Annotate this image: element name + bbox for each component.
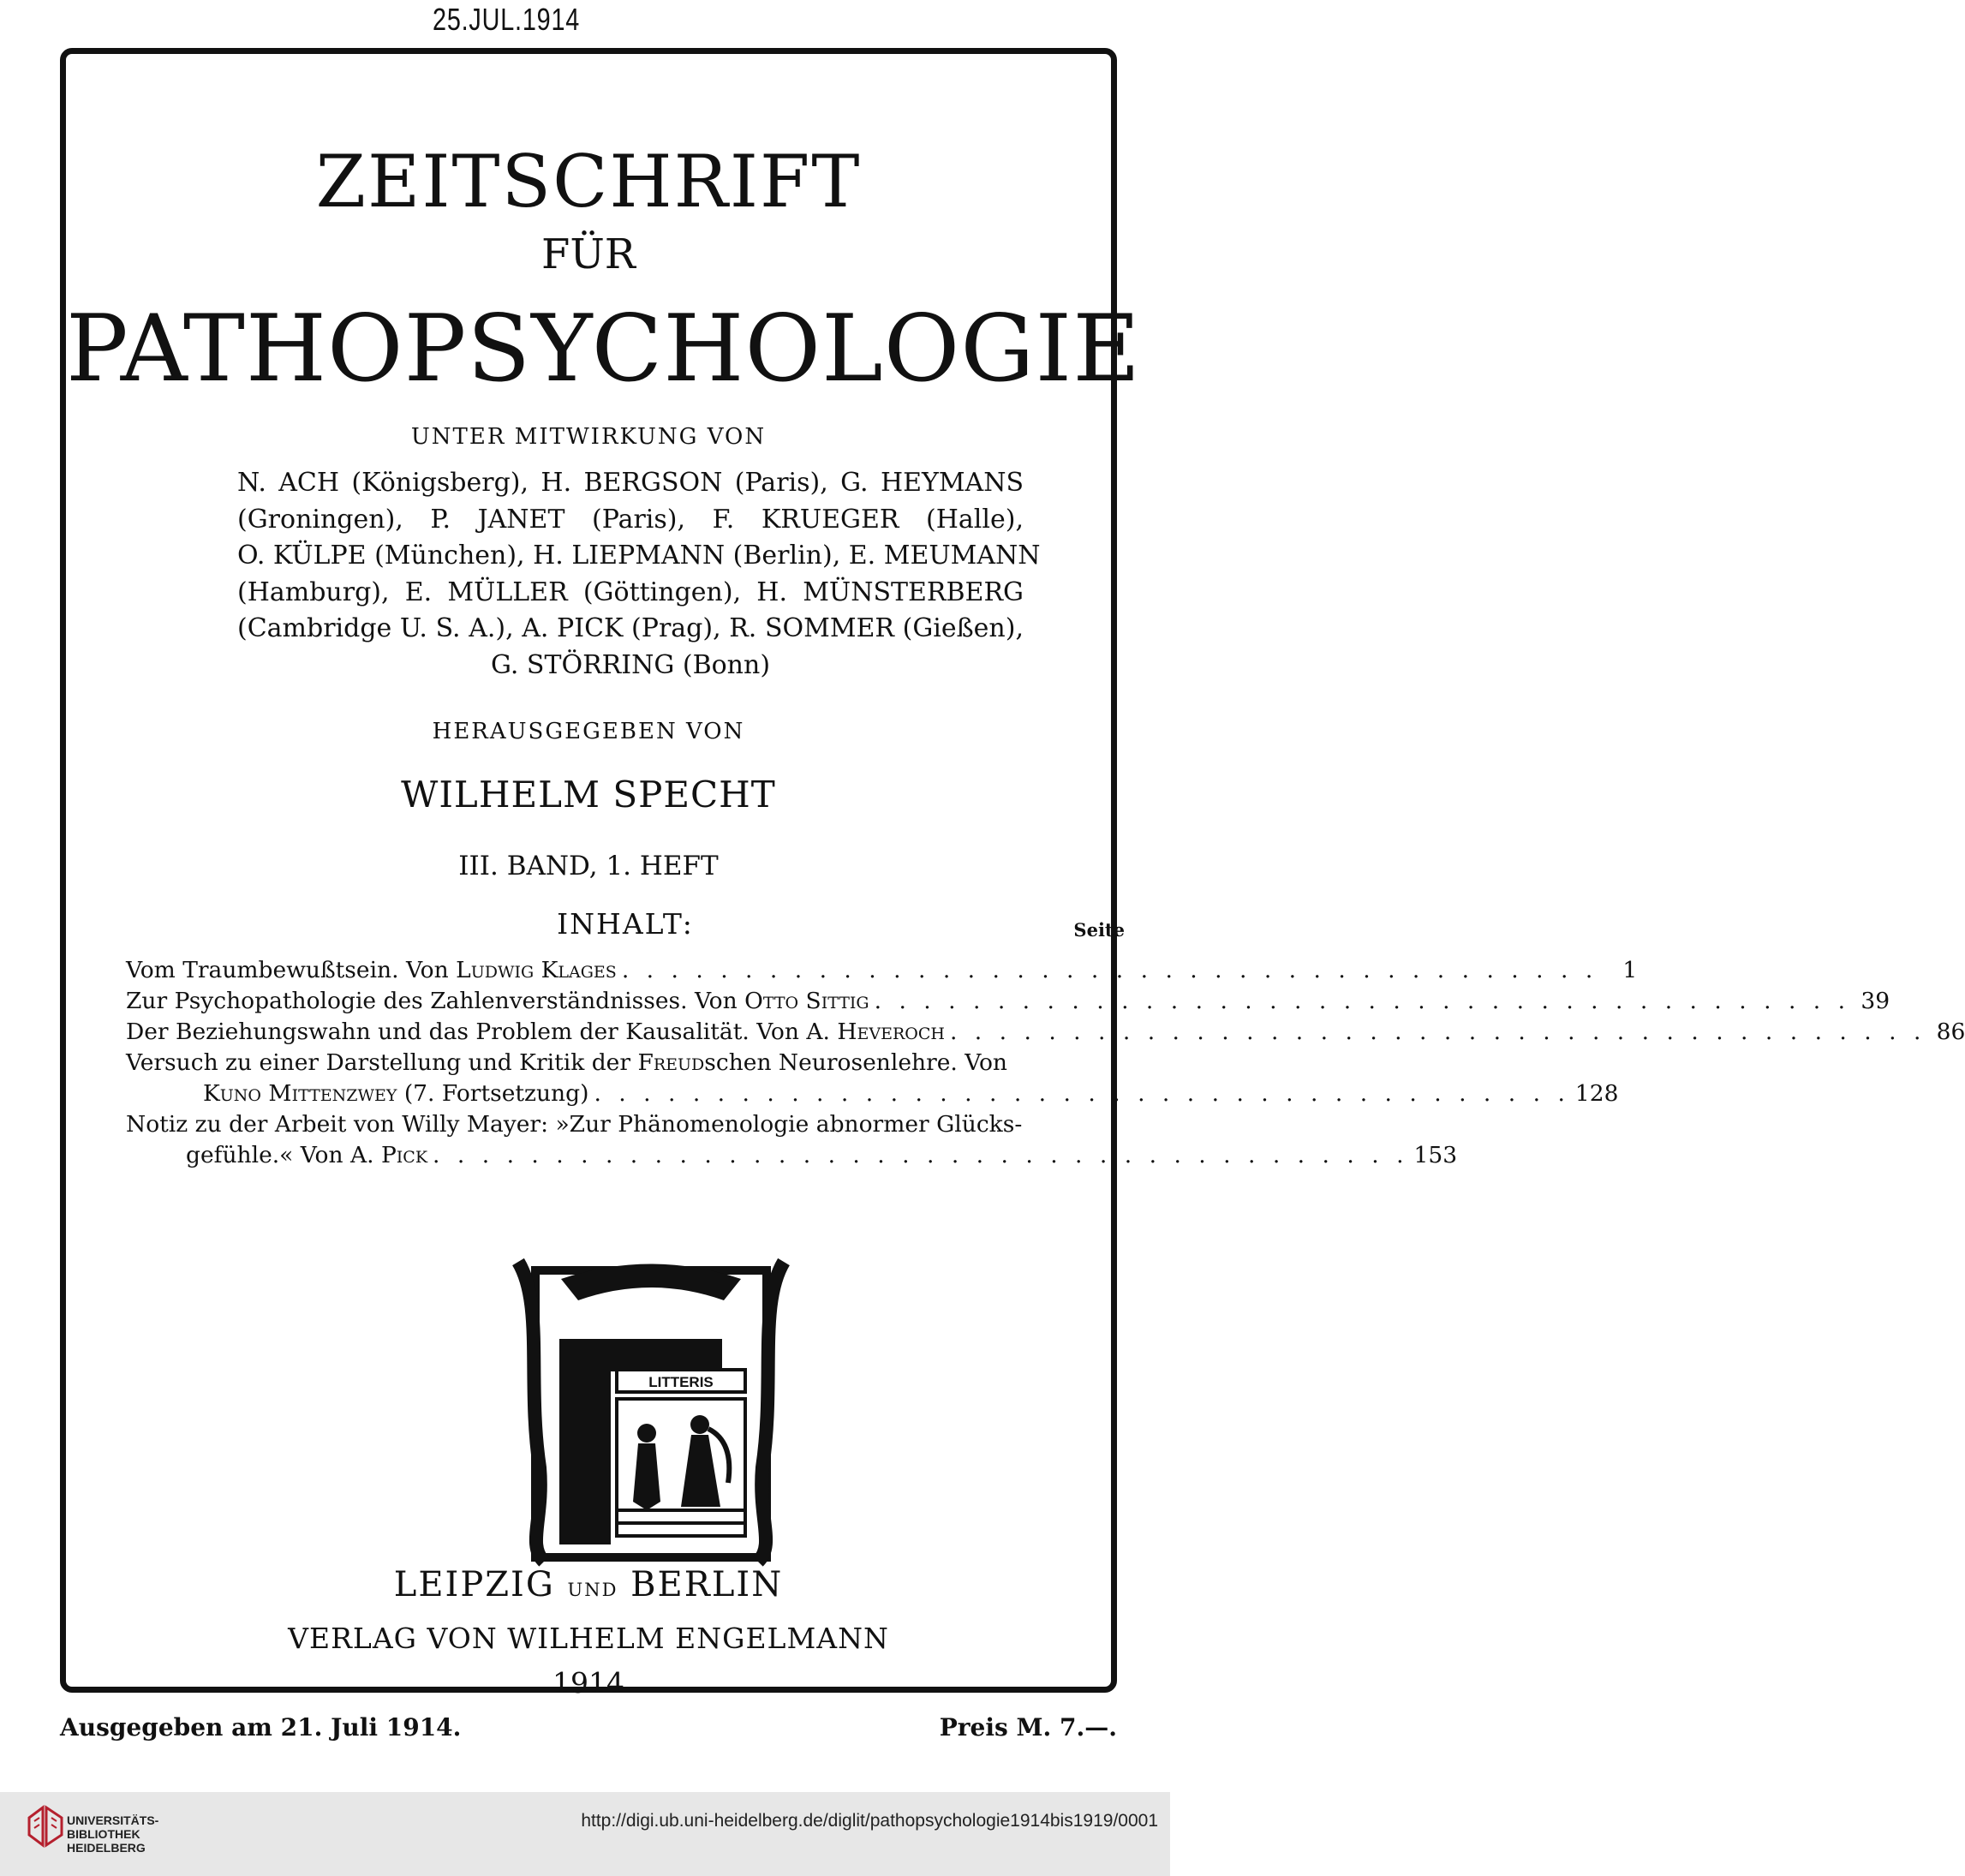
leader-dots: . . . . . . . . . . . . . . . . . . . . . . . . . . . . . . . . . . . . . . . . <box>874 988 1851 1014</box>
contributors-line: G. STÖRRING (Bonn) <box>490 649 771 680</box>
emblem-doorway <box>617 1399 745 1536</box>
leader-dots: . . . . . . . . . . . . . . . . . . . . . . . . . . . . . . . . . . . . . . . . <box>621 957 1598 983</box>
contributors-line: (Cambridge U. S. A.), A. PICK (Prag), R. SOMMER (Gießen), <box>237 613 1024 643</box>
toc-author: Pick <box>380 1142 428 1168</box>
toc-author-inline: Freud <box>637 1049 705 1076</box>
editor-label: HERAUSGEGEBEN VON <box>432 719 745 744</box>
toc-author: Heveroch <box>837 1019 945 1045</box>
publisher-emblem <box>510 1253 792 1570</box>
toc-author: Kuno Mittenzwey <box>203 1080 397 1107</box>
toc-page: 153 <box>1413 1142 1458 1168</box>
toc-entry: Notiz zu der Arbeit von Willy Mayer: »Zur Phänomenologie abnormer Glücks- <box>126 1111 1023 1138</box>
date-stamp: 25.JUL.1914 <box>433 2 581 37</box>
toc-author: Otto Sittig <box>744 988 869 1014</box>
price-note: Preis M. 7.—. <box>939 1713 1117 1742</box>
library-name: UNIVERSITÄTS- BIBLIOTHEK HEIDELBERG <box>67 1813 159 1855</box>
toc-entry-continuation: gefühle.« Von A. Pick . . . . . . . . . . . . . . . . . . . . . . . . . . . . . . . . . . . . . . . . 153 <box>186 1142 1458 1168</box>
emblem-motto: LITTERIS <box>648 1374 714 1390</box>
contents-header <box>126 907 1125 950</box>
contributors-line: (Groningen), P. JANET (Paris), F. KRUEGER (Halle), <box>237 504 1024 535</box>
contributors-line: N. ACH (Königsberg), H. BERGSON (Paris), G. HEYMANS <box>237 468 1024 498</box>
emblem-letter-bar <box>559 1339 722 1371</box>
collaboration-label: UNTER MITWIRKUNG VON <box>410 424 767 450</box>
table-of-contents <box>126 957 1965 1173</box>
toc-author: Ludwig Klages <box>456 957 617 983</box>
emblem-figure-right-head <box>690 1415 709 1434</box>
emblem-figure-left-head <box>637 1424 656 1443</box>
editor-name: WILHELM SPECHT <box>401 774 776 816</box>
toc-entry: Zur Psychopathologie des Zahlenverständnisses. Von Otto Sittig . . . . . . . . . . . . . . . . . . . . . . . . . . . . . . . . . . . . . . . . 39 <box>126 988 1890 1014</box>
toc-page: 128 <box>1574 1080 1619 1107</box>
toc-page: 39 <box>1860 988 1890 1014</box>
leader-dots: . . . . . . . . . . . . . . . . . . . . . . . . . . . . . . . . . . . . . . . . <box>949 1019 1926 1045</box>
page-column-label: Seite <box>1073 919 1125 941</box>
contributors-list <box>237 465 1041 684</box>
publisher-place: LEIPZIG und BERLIN <box>393 1565 784 1604</box>
library-logo-icon <box>24 1801 67 1852</box>
issue-date-note: Ausgegeben am 21. Juli 1914. <box>60 1713 462 1742</box>
digitization-footer <box>0 1792 1170 1876</box>
publication-year: 1914 <box>552 1666 624 1700</box>
volume-issue: III. BAND, 1. HEFT <box>458 851 719 881</box>
toc-entry: Der Beziehungswahn und das Problem der Kausalität. Von A. Heveroch . . . . . . . . . . . . . . . . . . . . . . . . . . . . . . . . . . . . . . . . 86 <box>126 1019 1965 1045</box>
contributors-line: (Hamburg), E. MÜLLER (Göttingen), H. MÜNSTERBERG <box>237 577 1024 607</box>
contributors-line: O. KÜLPE (München), H. LIEPMANN (Berlin), E. MEUMANN <box>237 541 1041 571</box>
journal-title-line2: FÜR <box>541 230 636 278</box>
toc-entry-continuation: Kuno Mittenzwey (7. Fortsetzung) . . . . . . . . . . . . . . . . . . . . . . . . . . . . . . . . . . . . . . . . 128 <box>203 1080 1619 1107</box>
contents-heading: INHALT: <box>557 907 694 941</box>
publisher-name: VERLAG VON WILHELM ENGELMANN <box>288 1622 889 1655</box>
title-page-frame <box>60 48 1965 1700</box>
journal-title-line3: PATHOPSYCHOLOGIE <box>66 296 1142 403</box>
leader-dots: . . . . . . . . . . . . . . . . . . . . . . . . . . . . . . . . . . . . . . . . <box>594 1080 1570 1107</box>
toc-page: 86 <box>1936 1019 1965 1045</box>
toc-entry: Versuch zu einer Darstellung und Kritik der Freudschen Neurosenlehre. Von <box>126 1049 1007 1076</box>
toc-entry: Vom Traumbewußtsein. Von Ludwig Klages . . . . . . . . . . . . . . . . . . . . . . . . . . . . . . . . . . . . . . . . 1 <box>126 957 1638 983</box>
leader-dots: . . . . . . . . . . . . . . . . . . . . . . . . . . . . . . . . . . . . . . . . <box>433 1142 1409 1168</box>
emblem-figure-left-body <box>633 1443 660 1510</box>
emblem-figure-right-body <box>681 1435 720 1507</box>
journal-title-line1: ZEITSCHRIFT <box>315 140 862 224</box>
source-url: http://digi.ub.uni-heidelberg.de/diglit/pathopsychologie1914bis1919/0001 <box>581 1811 1158 1831</box>
toc-page: 1 <box>1622 957 1638 983</box>
emblem-steps <box>617 1510 745 1523</box>
